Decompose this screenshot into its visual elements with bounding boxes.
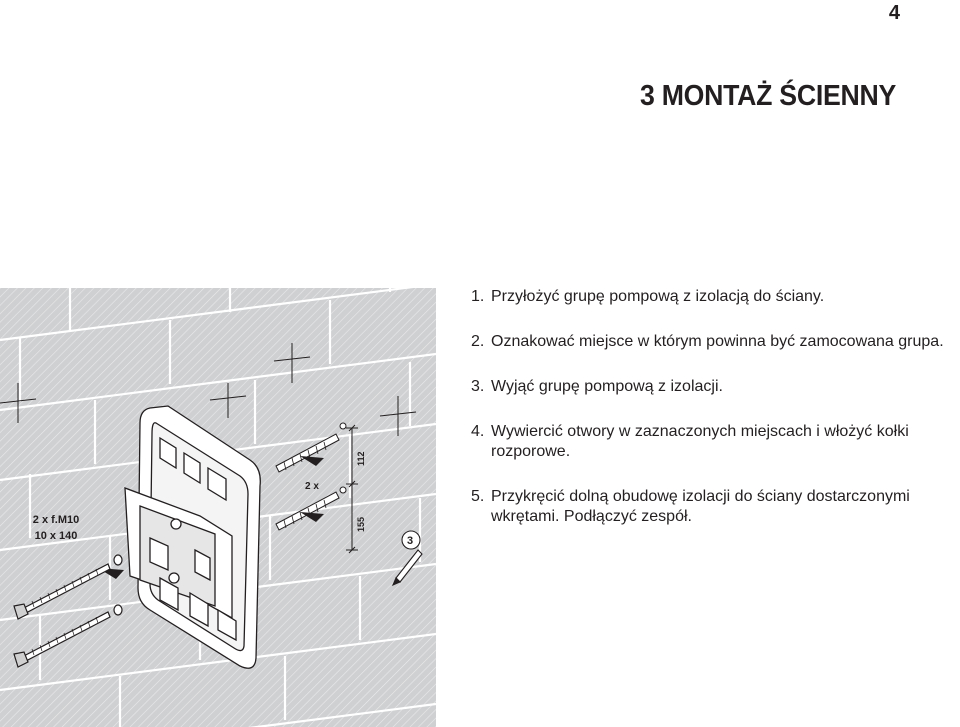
dimension-lower-label: 155 xyxy=(356,516,366,532)
instruction-step xyxy=(471,487,951,527)
plug-count-label: 2 x xyxy=(305,481,319,492)
step-number: 3. xyxy=(471,378,485,395)
instruction-step xyxy=(471,332,951,352)
instruction-step xyxy=(471,422,951,462)
fixings-line-1: 2 x f.M10 xyxy=(32,514,80,526)
wall-mounting-illustration xyxy=(0,288,440,727)
step-text: Wywiercić otwory w zaznaczonych miejscach i włożyć kołki rozporowe. xyxy=(491,423,909,460)
step-number: 1. xyxy=(471,288,485,305)
step-number: 4. xyxy=(471,423,485,440)
instruction-step xyxy=(471,287,951,307)
instruction-step xyxy=(471,377,951,397)
callout-number: 3 xyxy=(407,535,414,547)
fixings-line-2: 10 x 140 xyxy=(34,530,78,542)
section-title: 3 MONTAŻ ŚCIENNY xyxy=(640,80,896,112)
step-number: 5. xyxy=(471,488,485,505)
step-text: Wyjąć grupę pompową z izolacji. xyxy=(491,378,723,395)
fixings-label xyxy=(14,512,98,544)
step-text: Oznakować miejsce w którym powinna być zamocowana grupa. xyxy=(491,333,944,350)
dimension-upper-label: 112 xyxy=(356,451,366,466)
step-text: Przyłożyć grupę pompową z izolacją do ściany. xyxy=(491,288,825,305)
step-number: 2. xyxy=(471,333,485,350)
instruction-list xyxy=(471,287,951,552)
step-text: Przykręcić dolną obudowę izolacji do ściany dostarczonymi wkrętami. Podłączyć zespół. xyxy=(491,488,910,525)
page-number: 4 xyxy=(888,2,900,24)
